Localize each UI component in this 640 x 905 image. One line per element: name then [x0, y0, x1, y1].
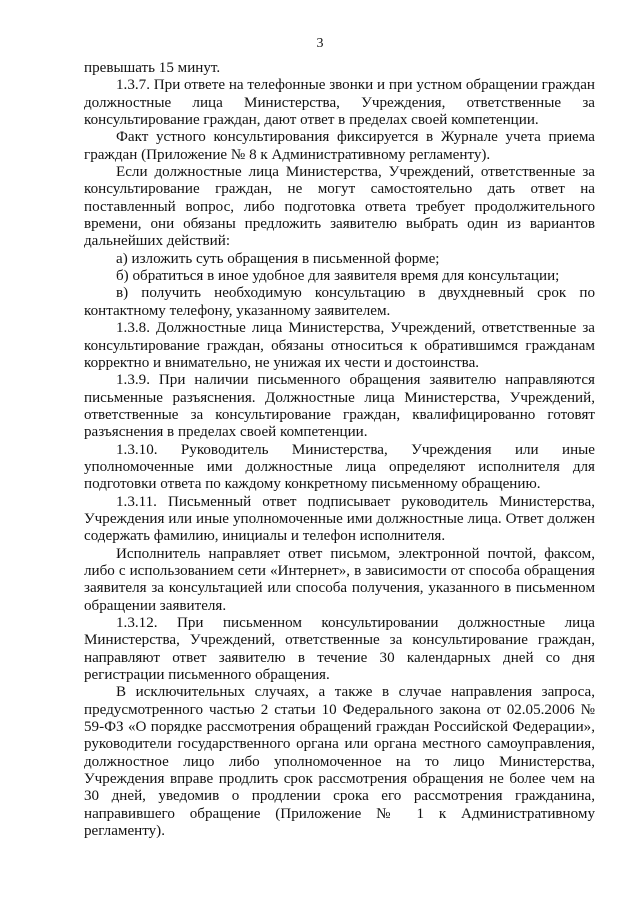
paragraph: 1.3.11. Письменный ответ подписывает руководитель Министерства, Учреждения или иные уполномоченные ими должностные лица. Ответ должен содержать фамилию, инициалы и телефон исполнителя.	[84, 493, 595, 545]
paragraph: Факт устного консультирования фиксируется в Журнале учета приема граждан (Приложение № 8 к Административному регламенту).	[84, 129, 595, 163]
paragraph: 1.3.8. Должностные лица Министерства, Учреждений, ответственные за консультирование граждан, обязаны относиться к обратившимся гражданам корректно и внимательно, не унижая их чести и достоинства.	[84, 320, 595, 371]
list-item: б) обратиться в иное удобное для заявителя время для консультации;	[116, 268, 560, 285]
list-item: в) получить необходимую консультацию в двухдневный срок по контактному телефону, указанному заявителем.	[84, 285, 595, 319]
paragraph: 1.3.10. Руководитель Министерства, Учреждения или иные уполномоченные ими должностные лица определяют исполнителя для подготовки ответа по каждому конкретному письменному обращению.	[84, 441, 595, 493]
paragraph: Исполнитель направляет ответ письмом, электронной почтой, факсом, либо с использованием сети «Интернет», в зависимости от способа обращения заявителя за консультацией или способа получения, указанного в письменном обращении заявителя.	[84, 545, 595, 614]
paragraph: превышать 15 минут.	[84, 60, 221, 76]
paragraph: В исключительных случаях, а также в случае направления запроса, предусмотренного частью 2 статьи 10 Федерального закона от 02.05.2006 № 59-ФЗ «О порядке рассмотрения обращений граждан Российской Федерации», руководители государственного органа или органа местного самоуправления, должностное лицо либо уполномоченное на то лицо Министерства, Учреждения вправе продлить срок рассмотрения обращения не более чем на 30 дней, уведомив о продлении срока его рассмотрения гражданина, направившего обращение (Приложение № 1 к Административному регламенту).	[84, 684, 595, 840]
paragraph: 1.3.7. При ответе на телефонные звонки и при устном обращении граждан должностные лица Министерства, Учреждения, ответственные за консультирование граждан, дают ответ в пределах своей компетенции.	[84, 77, 595, 129]
paragraph: 1.3.12. При письменном консультировании должностные лица Министерства, Учреждений, ответственные за консультирование граждан, направляют ответ заявителю в течение 30 календарных дней со дня регистрации письменного обращения.	[84, 615, 595, 684]
paragraph: Если должностные лица Министерства, Учреждений, ответственные за консультирование граждан, не могут самостоятельно дать ответ на поставленный вопрос, либо подготовка ответа требует продолжительного времени, они обязаны предложить заявителю выбрать один из вариантов дальнейших действий:	[84, 164, 595, 250]
document-body	[84, 60, 595, 840]
page-number: 3	[316, 36, 324, 51]
list-item: а) изложить суть обращения в письменной форме;	[116, 250, 440, 267]
paragraph: 1.3.9. При наличии письменного обращения заявителю направляются письменные разъяснения. Должностные лица Министерства, Учреждений, ответственные за консультирование граждан, квалифицированно готовят разъяснения в пределах своей компетенции.	[84, 372, 595, 441]
